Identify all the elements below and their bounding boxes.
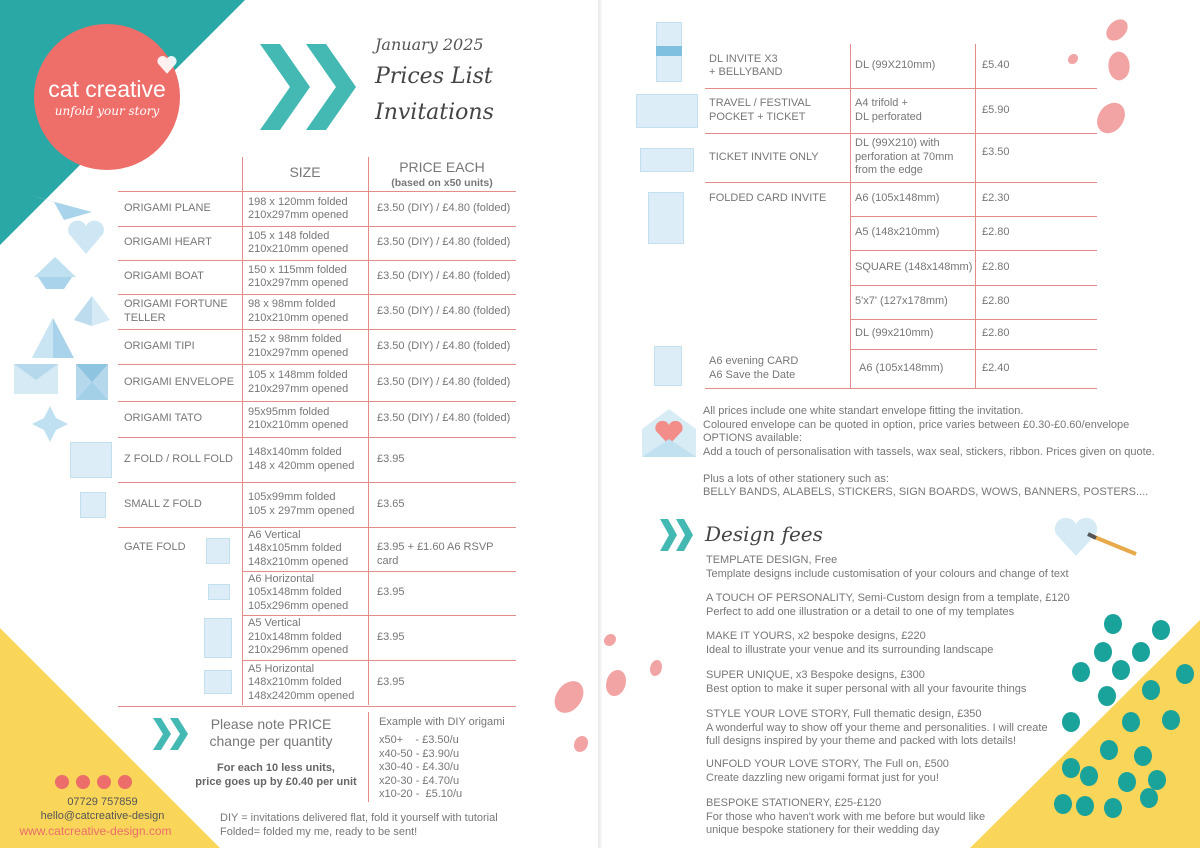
header-month: January 2025 [375,35,484,54]
row-name: TICKET INVITE ONLY [709,150,819,163]
row-price: £3.50 (DIY) / £4.80 (folded) [377,236,511,249]
design-fee-description: For those who haven't work with me before but would like unique bespoke stationery for their wedding day [706,810,986,836]
row-price: £2.40 [982,361,1010,374]
table-rule [118,437,516,438]
gate-fold-a5-horizontal-icon [204,670,232,694]
teal-dot [1140,788,1158,808]
row-name: A6 evening CARD A6 Save the Date [709,355,799,381]
pinterest-icon[interactable] [118,775,132,789]
row-size: 95x95mm folded 210x210mm opened [248,405,349,431]
row-size: 152 x 98mm folded 210x297mm opened [248,333,349,359]
heart-icon [156,54,178,76]
origami-tato-icon [30,404,70,444]
row-price: £3.50 (DIY) / £4.80 (folded) [377,304,511,317]
design-fee-description: Best option to make it super personal with all your favourite things [706,682,1027,695]
design-fee-description: A wonderful way to show off your theme and personalities. I will create full designs inspired by your theme and packed with lots details! [706,721,1048,747]
youtube-icon[interactable] [97,775,111,789]
row-price: £3.50 (DIY) / £4.80 (folded) [377,339,511,352]
teal-dot [1132,642,1150,662]
row-price: £3.95 [377,630,405,643]
small-z-fold-paper-icon [80,492,106,518]
design-fee-description: Perfect to add one illustration or a detail to one of my templates [706,605,1015,618]
row-size: 198 x 120mm folded 210x297mm opened [248,195,349,221]
note-divider [368,712,369,802]
table-rule [705,133,1097,134]
design-fees-title: Design fees [705,522,823,546]
chevron-arrows-small-icon [152,717,190,751]
chevron-arrows-design-icon [659,518,695,552]
row-name: ORIGAMI TATO [124,412,203,425]
table-rule [705,88,1097,89]
design-fee-heading: SUPER UNIQUE, x3 Bespoke designs, £300 [706,669,925,681]
table-rule [118,364,516,365]
table-rule [850,250,1097,251]
row-size: A6 Vertical 148x105mm folded 148x210mm opened [248,528,349,568]
brand-name: cat creative [48,76,166,102]
row-name: DL INVITE X3 + BELLYBAND [709,52,783,78]
row-size: DL (99x210mm) [855,327,934,340]
row-name: ORIGAMI FORTUNE TELLER [124,298,228,324]
origami-heart-icon [66,218,106,256]
teal-dot [1162,710,1180,730]
row-name: ORIGAMI ENVELOPE [124,375,235,388]
table-rule [242,615,516,616]
gate-fold-a6-horizontal-icon [208,584,230,600]
row-name: SMALL Z FOLD [124,497,202,510]
row-price: £3.95 + £1.60 A6 RSVP card [377,541,494,567]
table-rule [118,260,516,261]
row-size: A5 Horizontal 148x210mm folded 148x2420mm opened [248,662,355,702]
row-size: 98 x 98mm folded 210x210mm opened [248,298,349,324]
gate-fold-a6-vertical-icon [206,538,230,564]
row-size: A4 trifold + DL perforated [855,97,922,123]
teal-dot [1176,664,1194,684]
row-size: 150 x 115mm folded 210x297mm opened [248,263,349,289]
origami-envelope-2-icon [74,362,110,402]
row-size: A6 (105x148mm) [855,192,940,205]
a6-card-icon [654,346,682,386]
row-name: GATE FOLD [124,541,186,553]
row-size: A6 (105x148mm) [859,361,944,374]
teal-dot [1062,758,1080,778]
row-size: 105x99mm folded 105 x 297mm opened [248,491,355,517]
z-fold-paper-icon [70,442,112,478]
teal-dot [1142,680,1160,700]
teal-dot [1104,614,1122,634]
header-title-line1: Prices List [375,64,493,89]
row-price: £3.50 (DIY) / £4.80 (folded) [377,375,511,388]
brand-tagline: unfold your story [54,104,160,118]
row-name: FOLDED CARD INVITE [709,192,827,204]
header-title-line2: Invitations [375,100,494,125]
quantity-note-bold: For each 10 less units, price goes up by £0.40 per unit [195,762,357,788]
table-rule [118,401,516,402]
row-name: ORIGAMI PLANE [124,202,211,215]
quantity-note-title: Please note PRICE change per quantity [209,716,333,749]
instagram-icon[interactable] [76,775,90,789]
petal-decoration [650,660,662,676]
teal-dot [1054,794,1072,814]
row-name: ORIGAMI BOAT [124,270,204,283]
table-divider [368,157,369,705]
row-price: £3.95 [377,676,405,689]
origami-boat-icon [32,255,78,291]
design-fee-description: Create dazzling new origami format just for you! [706,771,939,784]
petal-decoration [574,736,588,752]
row-size: 105 x 148 folded 210x210mm opened [248,229,349,255]
brand-logo [34,24,180,170]
price-column-subheader: (based on x50 units) [391,177,493,189]
row-size: A5 (148x210mm) [855,226,940,239]
row-name: ORIGAMI TIPI [124,339,195,352]
example-title: Example with DIY origami [379,716,505,728]
origami-tipi-icon [30,316,76,360]
teal-dot [1100,740,1118,760]
design-fee-heading: MAKE IT YOURS, x2 bespoke designs, £220 [706,630,926,642]
table-rule [118,329,516,330]
travel-pocket-icon [636,94,698,128]
petal-decoration [604,634,616,646]
teal-dot [1104,798,1122,818]
design-fee-heading: A TOUCH OF PERSONALITY, Semi-Custom design from a template, £120 [706,592,1070,604]
folded-card-icon [648,192,684,244]
row-size: A6 Horizontal 105x148mm folded 105x296mm opened [248,572,349,612]
table-rule [242,660,516,661]
ticket-icon [640,148,694,172]
row-price: £3.95 [377,452,405,465]
price-column-header: PRICE EACH [399,159,485,175]
row-price: £3.50 (DIY) / £4.80 (folded) [377,270,511,283]
table-rule [118,482,516,483]
footnote: DIY = invitations delivered flat, fold it yourself with tutorial Folded= folded my me, ready to be sent! [220,812,498,838]
page-fold [598,0,602,848]
teal-dot [1152,620,1170,640]
teal-dot [1080,766,1098,786]
chevron-arrows-icon [258,42,358,132]
table-rule [118,706,516,707]
table-rule [118,294,516,295]
contact-website[interactable]: www.catcreative-design.com [19,824,172,838]
row-name: TRAVEL / FESTIVAL POCKET + TICKET [709,97,811,123]
table-rule [118,191,516,192]
row-name: Z FOLD / ROLL FOLD [124,452,234,465]
petal-decoration [1094,99,1127,137]
table-divider [242,157,243,705]
design-fee-description: Template designs include customisation of your colours and change of text [706,567,1069,580]
row-size: 105 x 148mm folded 210x297mm opened [248,369,349,395]
bellyband-icon [656,46,682,56]
petal-decoration [1103,15,1131,45]
example-prices: x50+ - £3.50/u x40-50 - £3.90/u x30-40 - £4.30/u x20-30 - £4.70/u x10-20 - £5.10/u [379,734,463,800]
teal-dot [1148,770,1166,790]
teal-dot [1062,712,1080,732]
row-price: £2.80 [982,226,1010,239]
row-price: £5.40 [982,59,1010,72]
heart-brush-icon [1052,512,1142,560]
petal-decoration [1104,49,1134,83]
teal-dot [1098,686,1116,706]
table-rule [850,349,1097,350]
petal-decoration [551,677,587,718]
teal-dot [1112,660,1130,680]
teal-dot [1122,712,1140,732]
table-rule [118,226,516,227]
teal-dot [1134,746,1152,766]
table-rule [705,388,1097,389]
table-rule [850,285,1097,286]
row-size: DL (99X210) with perforation at 70mm from the edge [855,137,954,177]
row-price: £3.65 [377,497,405,510]
table-rule [705,182,1097,183]
row-price: £2.80 [982,295,1010,308]
row-size: DL (99X210mm) [855,59,936,72]
row-size: 5'x7' (127x178mm) [855,295,948,308]
row-price: £2.80 [982,327,1010,340]
origami-envelope-icon [12,362,60,396]
row-price: £3.50 [982,146,1010,158]
row-price: £2.80 [982,260,1010,273]
design-fee-heading: UNFOLD YOUR LOVE STORY, The Full on, £500 [706,758,949,770]
size-column-header: SIZE [289,164,321,180]
table-rule [850,319,1097,320]
row-price: £3.50 (DIY) / £4.80 (folded) [377,412,511,425]
row-size: A5 Vertical 210x148mm folded 210x296mm opened [248,617,349,657]
teal-dot [1118,772,1136,792]
petal-decoration [606,670,626,696]
teal-dot [1076,796,1094,816]
row-price: £3.50 (DIY) / £4.80 (folded) [377,202,511,215]
fortune-teller-icon [72,294,112,328]
row-price: £3.95 [377,586,405,599]
row-price: £5.90 [982,103,1010,116]
teal-dot [1072,662,1090,682]
envelope-options-note: All prices include one white standart envelope fitting the invitation. Coloured envelope can be quoted in option, price varies between £0.30-£0.60/envelope OPTIONS available: Add a touch of personalisation with tassels, wax seal, stickers, ribbon. Prices given on quote. Plus a lots of other stationery such as: BELLY BANDS, ALABELS, STICKERS, SIGN BOARDS, WOWS, BANNERS, POSTERS.... [703,405,1155,498]
design-fee-heading: STYLE YOUR LOVE STORY, Full thematic design, £350 [706,708,982,720]
design-fee-description: Ideal to illustrate your venue and its surrounding landscape [706,643,994,656]
envelope-heart-icon [638,405,700,461]
teal-dot [1094,642,1112,662]
row-price: £2.30 [982,192,1010,205]
facebook-icon[interactable] [55,775,69,789]
table-rule [850,216,1097,217]
design-fee-heading: TEMPLATE DESIGN, Free [706,554,838,566]
contact-email[interactable]: hello@catcreative-design [40,810,165,822]
row-name: ORIGAMI HEART [124,236,212,249]
row-size: SQUARE (148x148mm) [855,260,973,273]
contact-phone: 07729 757859 [67,796,138,808]
gate-fold-a5-vertical-icon [204,618,232,658]
row-size: 148x140mm folded 148 x 420mm opened [248,446,355,472]
design-fee-heading: BESPOKE STATIONERY, £25-£120 [706,797,882,809]
